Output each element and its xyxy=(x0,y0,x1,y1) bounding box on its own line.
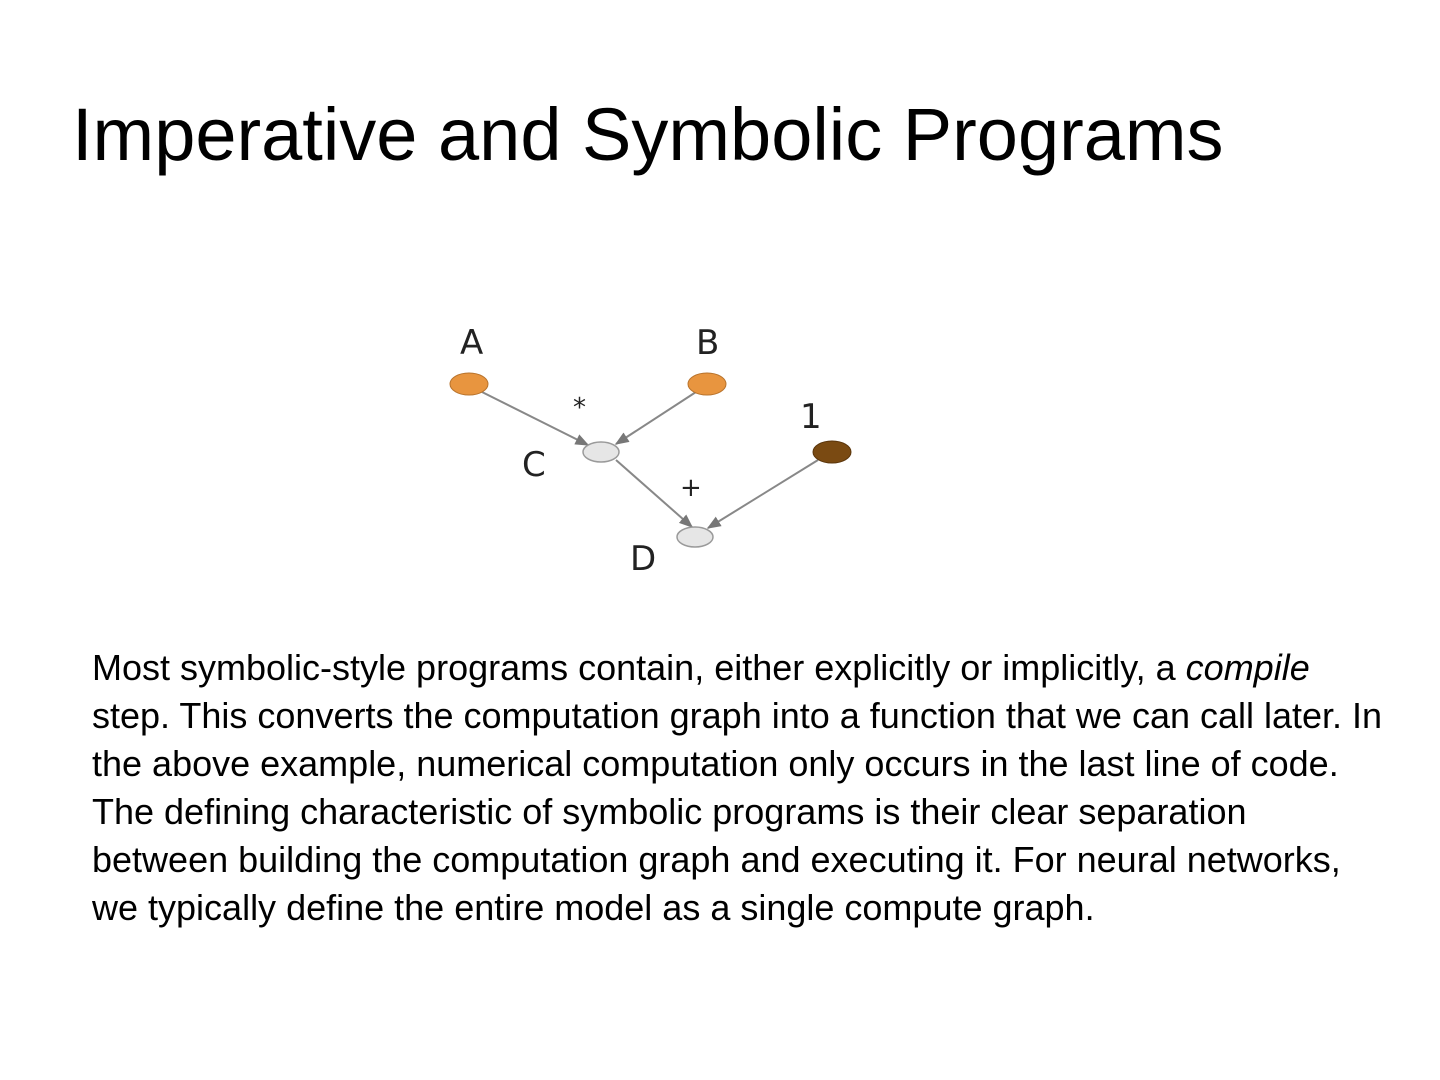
node-one-label: 1 xyxy=(800,397,822,437)
node-a xyxy=(450,373,488,395)
node-a-label: A xyxy=(460,323,484,363)
body-paragraph xyxy=(92,644,1392,932)
body-emphasis-compile: compile xyxy=(1185,647,1310,688)
node-d-label: D xyxy=(630,539,657,579)
slide-title: Imperative and Symbolic Programs xyxy=(72,93,1224,176)
body-text-rest: step. This converts the computation graph into a function that we can call later. In the above example, numerical computation only occurs in the last line of code. The defining characteristic of symbolic programs is their clear separation between building the computation graph and executing it. For neural networks, we typically define the entire model as a single compute graph. xyxy=(92,695,1383,928)
node-c xyxy=(583,442,619,462)
add-operator-label: + xyxy=(680,473,702,503)
computation-graph-diagram xyxy=(420,310,880,590)
multiply-operator-label: * xyxy=(573,393,586,423)
node-one xyxy=(813,441,851,463)
node-d xyxy=(677,527,713,547)
node-b xyxy=(688,373,726,395)
body-text-start: Most symbolic-style programs contain, either explicitly or implicitly, a xyxy=(92,647,1186,688)
edge-b-to-c xyxy=(616,392,696,444)
node-b-label: B xyxy=(696,323,720,363)
node-c-label: C xyxy=(522,445,546,485)
edge-one-to-d xyxy=(708,460,818,528)
